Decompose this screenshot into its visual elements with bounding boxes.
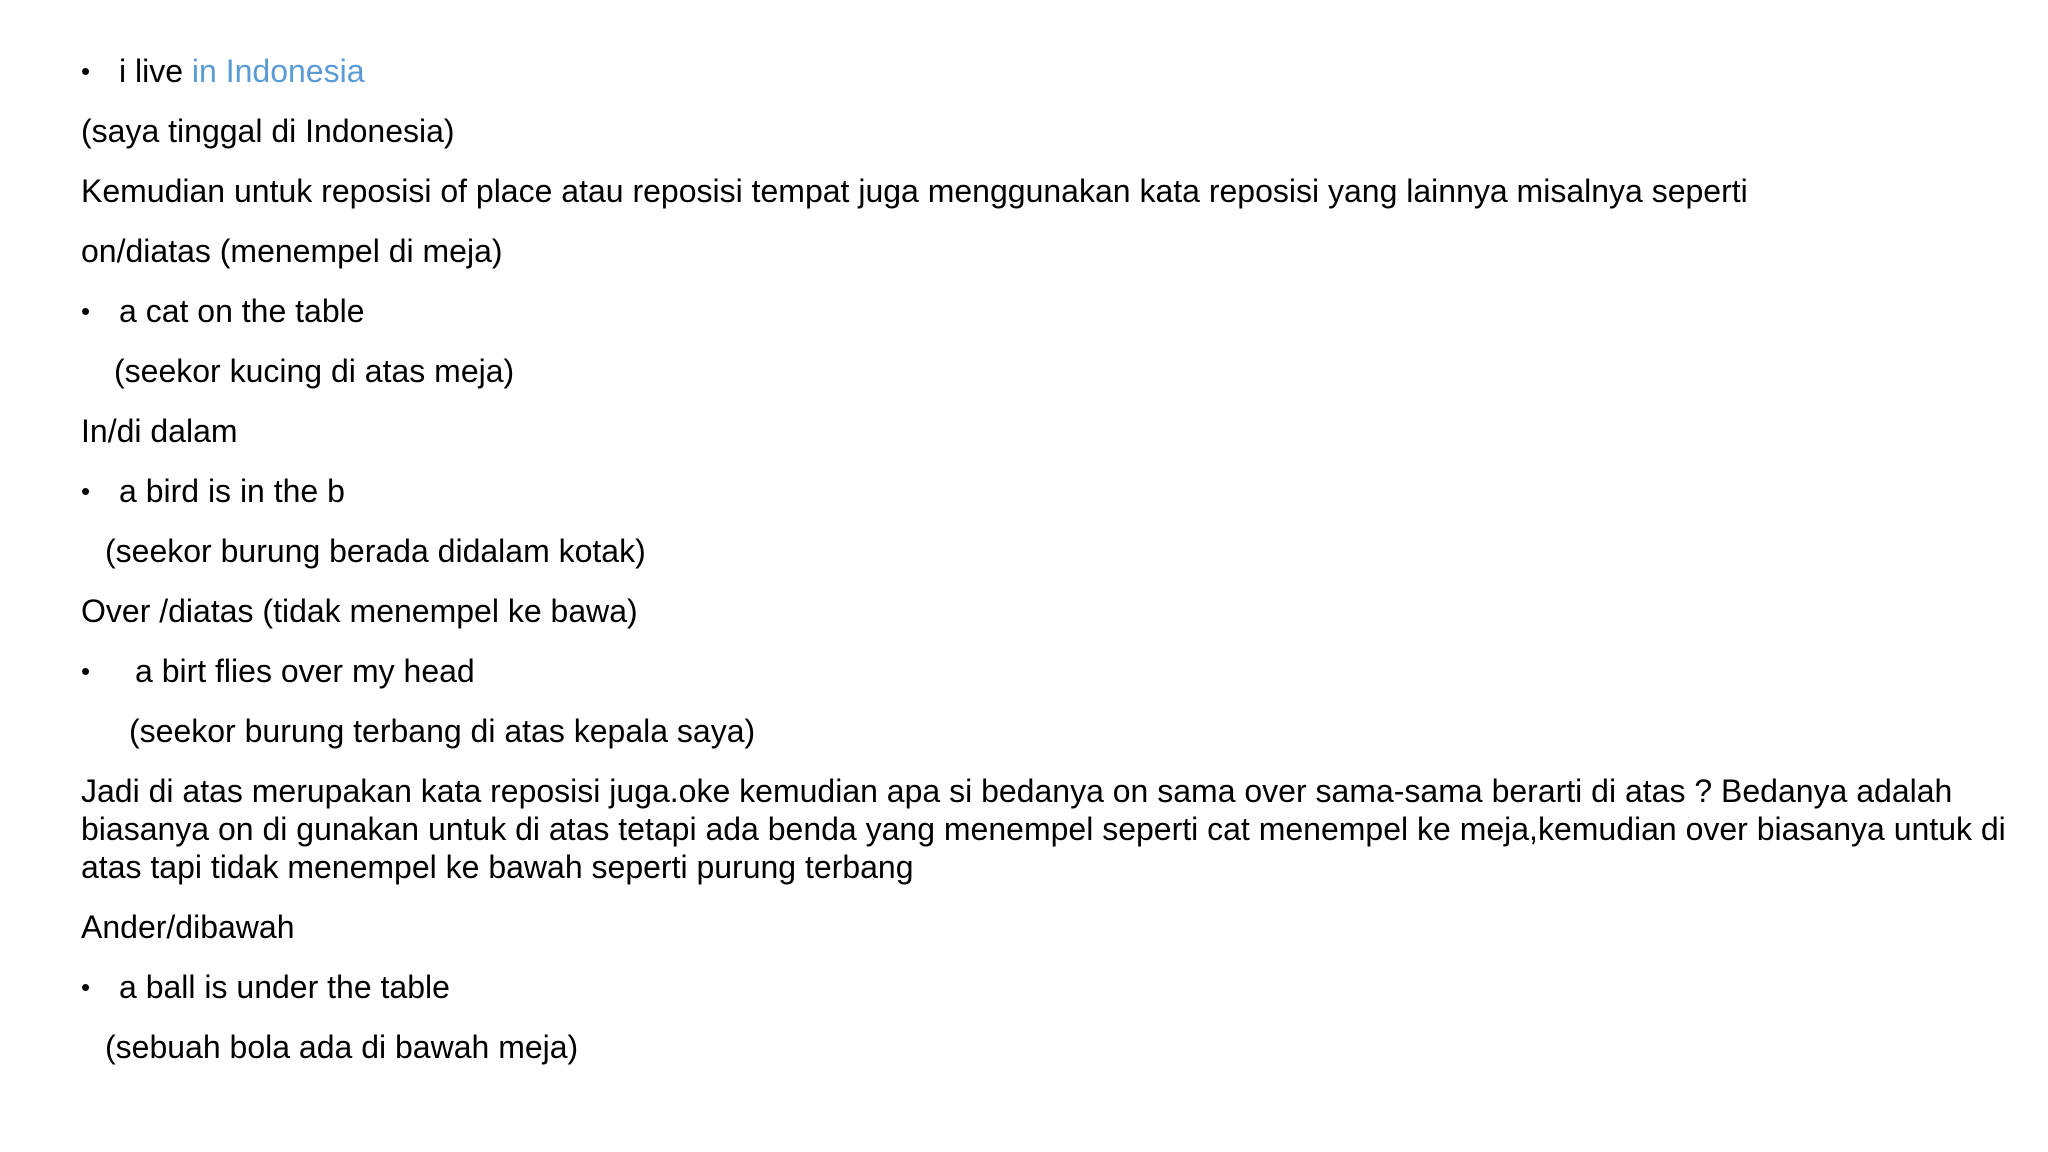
highlighted-text: in Indonesia <box>191 53 365 89</box>
bullet-icon: • <box>81 296 91 326</box>
bullet-text: a cat on the table <box>119 293 365 329</box>
bullet-text: a bird is in the b <box>119 473 345 509</box>
text-line: Over /diatas (tidak menempel ke bawa) <box>81 593 638 629</box>
bullet-icon: • <box>81 56 91 86</box>
text-line: Kemudian untuk reposisi of place atau reposisi tempat juga menggunakan kata reposisi yang lainnya misalnya seperti <box>81 173 1748 209</box>
text-line: (sebuah bola ada di bawah meja) <box>105 1029 579 1065</box>
explanation-paragraph: Jadi di atas merupakan kata reposisi juga.oke kemudian apa si bedanya on sama over sama-sama berarti di atas ? Bedanya adalah biasanya on di gunakan untuk di atas tetapi ada benda yang menempel seperti cat menempel ke meja,kemudian over biasanya untuk di atas tapi tidak menempel ke bawah seperti purung terbang <box>81 773 2006 885</box>
bullet-text: a birt flies over my head <box>135 653 475 689</box>
text-line: (seekor kucing di atas meja) <box>114 353 515 389</box>
text-line: In/di dalam <box>81 413 238 449</box>
text-line: (saya tinggal di Indonesia) <box>81 113 455 149</box>
text-line: on/diatas (menempel di meja) <box>81 233 503 269</box>
text-line: (seekor burung terbang di atas kepala saya) <box>129 713 756 749</box>
text-line: Ander/dibawah <box>81 909 295 945</box>
bullet-icon: • <box>81 656 91 686</box>
bullet-text: a ball is under the table <box>119 969 450 1005</box>
text-run: i live <box>119 53 192 89</box>
bullet-text <box>119 52 364 90</box>
text-line: (seekor burung berada didalam kotak) <box>105 533 646 569</box>
bullet-icon: • <box>81 972 91 1002</box>
bullet-icon: • <box>81 476 91 506</box>
